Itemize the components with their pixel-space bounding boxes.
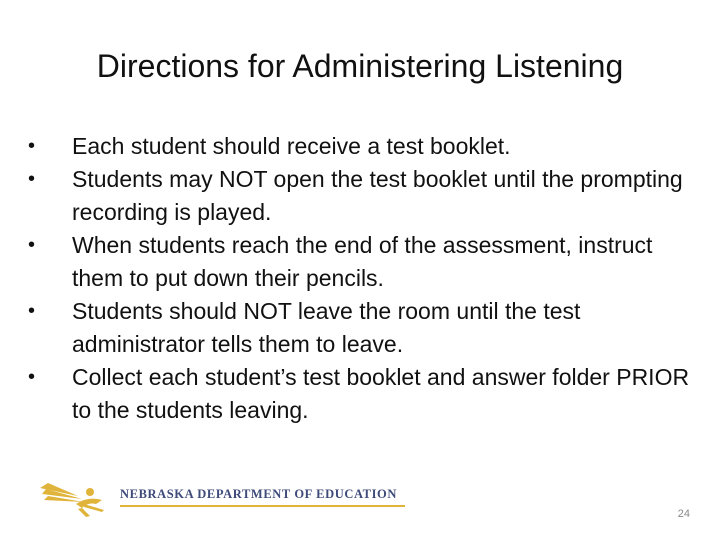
bullet-item xyxy=(26,163,696,229)
bullet-icon: • xyxy=(28,168,36,190)
bullet-text: Collect each student’s test booklet and answer folder PRIOR to the students leaving. xyxy=(72,364,690,423)
bullet-item xyxy=(26,361,696,427)
bullet-icon: • xyxy=(28,366,36,388)
org-name: NEBRASKA DEPARTMENT OF EDUCATION xyxy=(120,487,398,501)
page-number: 24 xyxy=(677,508,690,520)
bullet-text: When students reach the end of the assessment, instruct them to put down their pencils. xyxy=(72,232,653,291)
bullet-list xyxy=(26,130,696,427)
bullet-item xyxy=(26,130,696,163)
bullet-icon: • xyxy=(28,135,36,157)
bullet-icon: • xyxy=(28,234,36,256)
bullet-icon: • xyxy=(28,300,36,322)
bullet-text: Students should NOT leave the room until the test administrator tells them to leave. xyxy=(72,298,581,357)
bullet-item xyxy=(26,229,696,295)
footer-branding xyxy=(38,478,418,518)
bullet-item xyxy=(26,295,696,361)
bullet-text: Each student should receive a test booklet. xyxy=(72,133,511,159)
bullet-text: Students may NOT open the test booklet until the prompting recording is played. xyxy=(72,166,683,225)
stylized-runner-logo-icon xyxy=(38,478,118,518)
org-underline xyxy=(120,505,405,507)
slide-title: Directions for Administering Listening xyxy=(96,48,624,84)
